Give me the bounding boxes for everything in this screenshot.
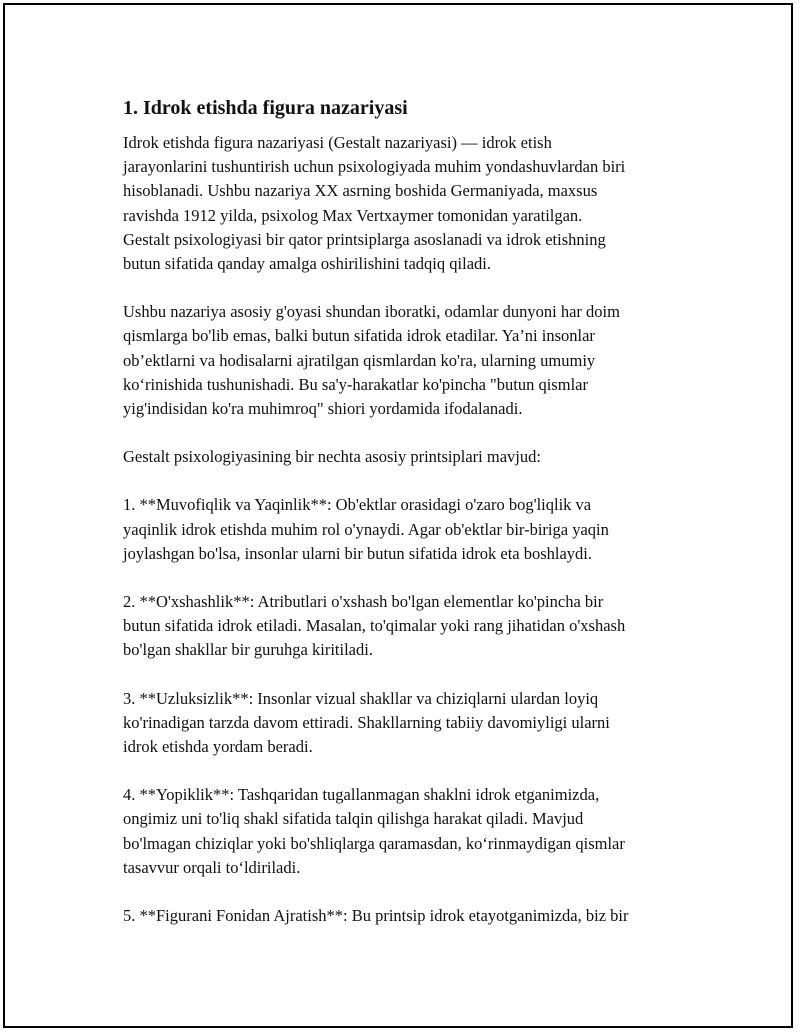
intro-paragraph: Idrok etishda figura nazariyasi (Gestalt nazariyasi) — idrok etish jarayonlarini tushuntirish uchun psixologiyada muhim yondashuvlardan biri hisoblanadi. Ushbu nazariya XX asrning boshida Germaniyada, maxsus ravishda 1912 yilda, psixolog Max Vertxaymer tomonidan yaratilgan. Gestalt psixologiyasi bir qator printsiplarga asoslanadi va idrok etishning butun sifatida qanday amalga oshirilishini tadqiq qiladi. <box>123 133 626 274</box>
principle-2-paragraph: 2. **O'xshashlik**: Atributlari o'xshash bo'lgan elementlar ko'pincha bir butun sifatida idrok etiladi. Masalan, to'qimalar yoki rang jihatidan o'xshash bo'lgan shakllar bir guruhga kiritiladi. <box>123 592 626 660</box>
principle-4-paragraph: 4. **Yopiklik**: Tashqaridan tugallanmagan shaklni idrok etganimizda, ongimiz uni to'liq shakl sifatida talqin qilishga harakat qiladi. Mavjud bo'lmagan chiziqlar yoki bo'shliqlarga qaramasdan, ko‘rinmaydigan qismlar tasavvur orqali to‘ldiriladi. <box>123 785 625 877</box>
document-title: 1. Idrok etishda figura nazariyasi <box>123 97 408 119</box>
page-frame <box>3 3 793 1028</box>
document-body <box>123 95 713 952</box>
principles-intro-paragraph: Gestalt psixologiyasining bir nechta asosiy printsiplari mavjud: <box>123 447 541 467</box>
main-idea-paragraph: Ushbu nazariya asosiy g'oyasi shundan iboratki, odamlar dunyoni har doim qismlarga bo'lib emas, balki butun sifatida idrok etadilar. Ya’ni insonlar ob’ektlarni va hodisalarni ajratilgan qismlardan ko'ra, ularning umumiy ko‘rinishida tushunishadi. Bu sa'y-harakatlar ko'pincha "butun qismlar yig'indisidan ko'ra muhimroq" shiori yordamida ifodalanadi. <box>123 302 620 419</box>
principle-3-paragraph: 3. **Uzluksizlik**: Insonlar vizual shakllar va chiziqlarni ulardan loyiq ko'rinadigan tarzda davom ettiradi. Shakllarning tabiiy davomiyligi ularni idrok etishda yordam beradi. <box>123 688 610 757</box>
principle-1-paragraph: 1. **Muvofiqlik va Yaqinlik**: Ob'ektlar orasidagi o'zaro bog'liqlik va yaqinlik idrok etishda muhim rol o'ynaydi. Agar ob'ektlar bir-biriga yaqin joylashgan bo'lsa, insonlar ularni bir butun sifatida idrok eta boshlaydi. <box>123 495 609 563</box>
principle-5-paragraph: 5. **Figurani Fonidan Ajratish**: Bu printsip idrok etayotganimizda, biz bir <box>123 906 629 926</box>
